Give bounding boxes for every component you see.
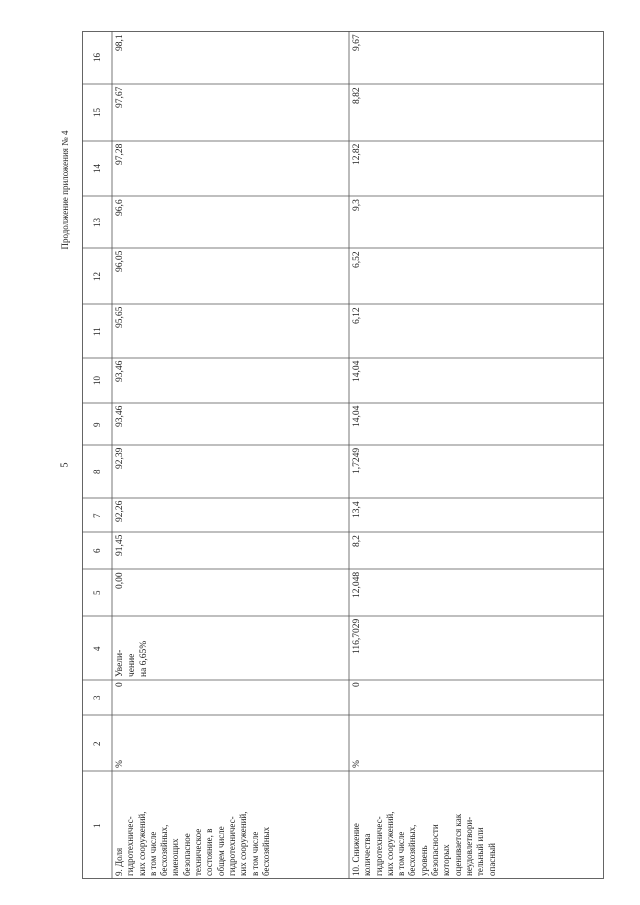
indicator-cell-line: тельный или: [475, 827, 486, 876]
indicator-cell-line: гидротехничес-: [373, 816, 384, 876]
indicator-cell-line: техническое: [193, 828, 204, 876]
unit-cell-line: %: [352, 760, 362, 768]
column-header-10-line: 10: [92, 376, 102, 385]
value-cell-col-8: [351, 448, 363, 474]
base-cell: [114, 682, 126, 687]
value-cell-col-5: [351, 572, 363, 598]
column-header-6-line: 6: [92, 548, 102, 553]
indicator-cell-line: оценивается как: [452, 813, 463, 876]
value-cell-col-15: [114, 87, 126, 108]
value-cell-col-5-line: 0,00: [115, 572, 125, 589]
indicator-cell-line: состояние, в: [204, 828, 215, 876]
column-header-7-line: 7: [92, 513, 102, 518]
value-cell-col-9: [114, 406, 126, 427]
value-cell-col-12-line: 6,52: [352, 251, 362, 268]
indicator-cell-line: 9. Доля: [114, 847, 124, 876]
plan-cell: [351, 619, 363, 654]
column-header-10: [91, 376, 103, 385]
value-cell-col-16-line: 98,1: [115, 34, 125, 51]
indicator-cell-line: бесхозяйных: [260, 826, 271, 876]
column-header-15: [91, 108, 103, 117]
value-cell-col-6-line: 91,45: [115, 534, 125, 556]
base-cell-line: 0: [115, 682, 125, 687]
indicator-cell-line: ких сооружений,: [136, 811, 147, 876]
column-header-16: [91, 53, 103, 62]
value-cell-col-11-line: 6,12: [352, 307, 362, 324]
column-header-11-line: 11: [92, 326, 102, 336]
indicator-cell-line: гидротехничес-: [226, 816, 237, 876]
value-cell-col-9-line: 14,04: [352, 405, 362, 427]
column-header-5-line: 5: [92, 590, 102, 595]
value-cell-col-12-line: 96,05: [115, 250, 125, 272]
value-cell-col-14-line: 12,82: [352, 143, 362, 165]
base-cell-line: 0: [352, 682, 362, 687]
value-cell-col-7-line: 92,26: [115, 500, 125, 522]
column-header-15-line: 15: [92, 108, 102, 117]
column-header-3: [91, 696, 103, 701]
value-cell-col-13: [351, 199, 363, 211]
indicator-cell-line: безопасности: [430, 824, 441, 876]
value-cell-col-6: [114, 535, 126, 556]
column-header-6: [91, 549, 103, 554]
continuation-note: [55, 130, 75, 250]
value-cell-col-10: [351, 361, 363, 382]
column-header-9: [91, 422, 103, 427]
value-cell-col-16: [351, 34, 363, 51]
indicator-cell-line: в том числе: [249, 831, 260, 876]
value-cell-col-14: [351, 144, 363, 165]
column-header-13-line: 13: [92, 217, 102, 227]
value-cell-col-16-line: 9,67: [352, 34, 362, 51]
indicator-cell-line: бесхозяйных,: [407, 824, 418, 876]
value-cell-col-6: [351, 535, 363, 547]
value-cell-col-9: [351, 406, 363, 427]
value-cell-col-14: [114, 144, 126, 165]
column-header-13: [91, 218, 103, 227]
indicator-cell-line: общем числе: [215, 826, 226, 876]
column-header-2-line: 2: [92, 741, 102, 746]
indicator-cell-line: количества: [362, 833, 373, 876]
unit-cell-line: %: [115, 760, 125, 768]
indicator-cell-line: опасный: [486, 843, 497, 876]
value-cell-col-13-line: 96,6: [115, 199, 125, 216]
continuation-note-text: Продолжение приложения № 4: [60, 130, 70, 250]
column-header-3-line: 3: [92, 695, 102, 700]
base-cell: [351, 682, 363, 687]
indicator-table: [82, 31, 604, 879]
value-cell-col-11: [114, 307, 126, 328]
indicator-cell-line: неудовлетвори-: [463, 816, 474, 876]
value-cell-col-8-line: 92,39: [115, 447, 125, 469]
value-cell-col-12: [114, 251, 126, 272]
indicator-cell-line: которых: [441, 844, 452, 876]
column-header-1-line: 1: [92, 823, 102, 828]
unit-cell: [351, 760, 363, 768]
column-header-9-line: 9: [92, 422, 102, 427]
page-number-text: 5: [59, 462, 71, 468]
column-header-8-line: 8: [92, 469, 102, 474]
column-header-11: [91, 327, 103, 336]
column-header-12: [91, 272, 103, 281]
value-cell-col-11-line: 95,65: [115, 306, 125, 328]
value-cell-col-7: [351, 501, 363, 518]
indicator-cell-line: ких сооружений,: [384, 811, 395, 876]
indicator-cell: [351, 812, 498, 877]
value-cell-col-6-line: 8,2: [352, 535, 362, 547]
column-header-2: [91, 741, 103, 746]
indicator-cell-line: бесхозяйных,: [159, 824, 170, 876]
value-cell-col-7: [114, 501, 126, 522]
plan-cell: [114, 641, 150, 677]
value-cell-col-10-line: 93,46: [115, 360, 125, 382]
value-cell-col-16: [114, 34, 126, 51]
column-header-14-line: 14: [92, 164, 102, 173]
value-cell-col-8-line: 1,7249: [352, 447, 362, 474]
value-cell-col-15-line: 97,67: [115, 86, 125, 108]
plan-cell-line: на 6,65%: [139, 640, 149, 677]
column-header-5: [91, 591, 103, 596]
column-header-14: [91, 164, 103, 173]
value-cell-col-5: [114, 572, 126, 589]
column-header-1: [91, 823, 103, 828]
value-cell-col-13: [114, 199, 126, 216]
column-header-8: [91, 470, 103, 475]
plan-cell-line: чение: [127, 653, 137, 677]
value-cell-col-13-line: 9,3: [352, 199, 362, 211]
value-cell-col-5-line: 12,048: [352, 571, 362, 598]
value-cell-col-8: [114, 448, 126, 469]
unit-cell: [114, 760, 126, 768]
value-cell-col-11: [351, 307, 363, 324]
indicator-cell-line: 10. Снижение: [351, 823, 361, 876]
indicator-cell-line: уровень: [418, 845, 429, 876]
indicator-cell-line: в том числе: [396, 831, 407, 876]
indicator-cell-line: имеющих: [170, 838, 181, 876]
indicator-cell: [114, 812, 272, 877]
value-cell-col-9-line: 93,46: [115, 405, 125, 427]
column-header-7: [91, 513, 103, 518]
value-cell-col-15-line: 8,82: [352, 87, 362, 104]
column-header-4: [91, 646, 103, 651]
column-header-16-line: 16: [92, 53, 102, 62]
column-header-4-line: 4: [92, 646, 102, 651]
page-number: [58, 458, 72, 472]
plan-cell-line: 116,7029: [352, 618, 362, 654]
value-cell-col-15: [351, 87, 363, 104]
plan-cell-line: Увели-: [115, 649, 125, 677]
value-cell-col-14-line: 97,28: [115, 143, 125, 165]
indicator-cell-line: безопасное: [181, 833, 192, 876]
indicator-cell-line: гидротехничес-: [125, 816, 136, 876]
indicator-cell-line: ких сооружений,: [238, 811, 249, 876]
table-grid: [82, 31, 604, 879]
table-border: [83, 32, 604, 879]
indicator-cell-line: в том числе: [147, 831, 158, 876]
value-cell-col-10-line: 14,04: [352, 360, 362, 382]
value-cell-col-10: [114, 361, 126, 382]
column-header-12-line: 12: [92, 271, 102, 281]
value-cell-col-12: [351, 251, 363, 268]
value-cell-col-7-line: 13,4: [352, 501, 362, 518]
